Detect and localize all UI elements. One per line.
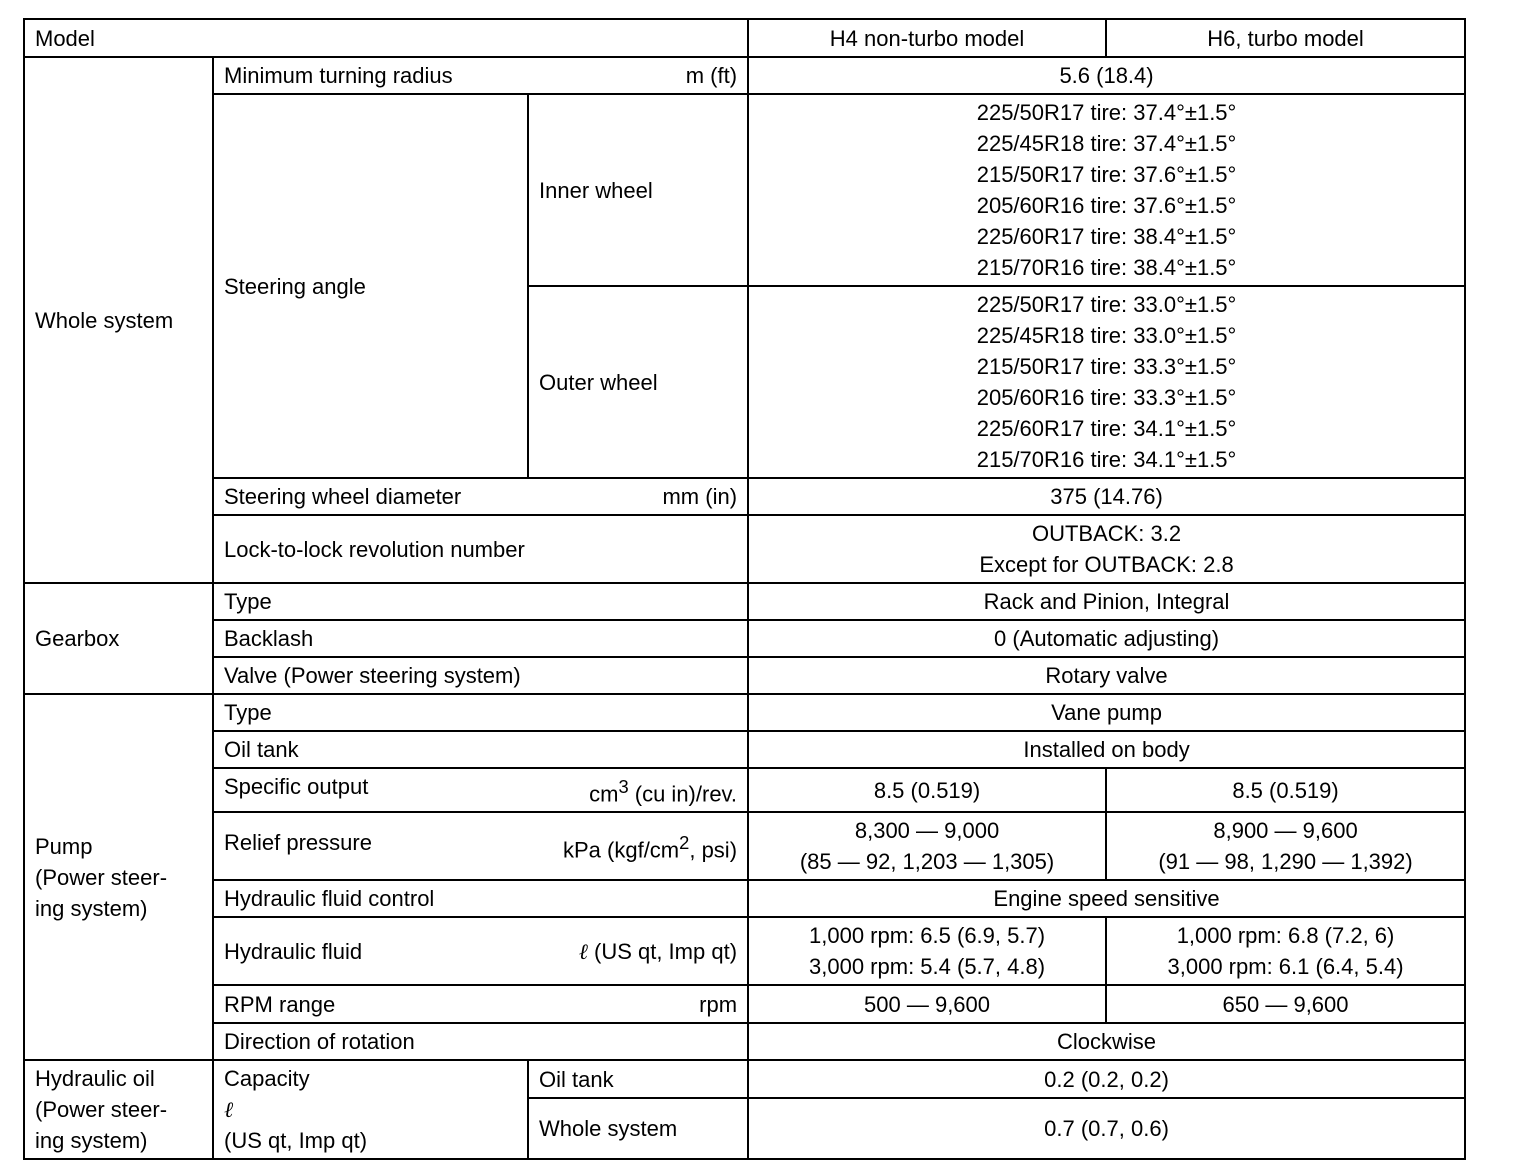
hydraulic-fluid-line: 3,000 rpm: 6.1 (6.4, 5.4): [1167, 954, 1404, 980]
turning-radius-name: Minimum turning radius: [224, 63, 453, 88]
fluid-control-label: Hydraulic fluid control: [213, 880, 748, 917]
inner-wheel-label: Inner wheel: [528, 94, 748, 286]
pump-label: [24, 694, 213, 1060]
rotation-row: [24, 1023, 1465, 1060]
pump-label-line: Pump: [35, 833, 93, 859]
relief-pressure-line: 8,900 — 9,600: [1213, 818, 1358, 844]
outer-wheel-label: Outer wheel: [528, 286, 748, 478]
inner-wheel-line: 225/45R18 tire: 37.4°±1.5°: [976, 131, 1237, 156]
specific-output-row: [24, 768, 1465, 812]
inner-wheel-line: 205/60R16 tire: 37.6°±1.5°: [976, 193, 1237, 218]
inner-wheel-line: 215/70R16 tire: 38.4°±1.5°: [976, 255, 1237, 280]
turning-radius-unit: m (ft): [685, 63, 738, 88]
turning-radius-row: [24, 57, 1465, 94]
outer-wheel-line: 205/60R16 tire: 33.3°±1.5°: [976, 385, 1237, 410]
pump-label-line: (Power steer-: [35, 864, 168, 890]
valve-row: [24, 657, 1465, 694]
hydraulic-oil-label-line: (Power steer-: [35, 1097, 168, 1123]
unit-text: (US qt, Imp qt): [224, 1128, 368, 1154]
specific-output-h6: 8.5 (0.519): [1106, 768, 1465, 812]
relief-pressure-name: Relief pressure: [224, 830, 372, 856]
rotation-label: Direction of rotation: [213, 1023, 748, 1060]
capacity-unit: [224, 1094, 517, 1156]
inner-wheel-row: [24, 94, 1465, 286]
oil-tank-capacity-row: [24, 1060, 1465, 1098]
liter-symbol: ℓ: [578, 938, 588, 964]
hydraulic-oil-label: [24, 1060, 213, 1159]
relief-pressure-row: [24, 812, 1465, 880]
h4-header: H4 non-turbo model: [748, 19, 1106, 57]
pump-oil-tank-label: Oil tank: [213, 731, 748, 768]
wheel-diameter-row: [24, 478, 1465, 515]
rpm-range-h6: 650 — 9,600: [1106, 985, 1465, 1023]
whole-system-capacity-value: 0.7 (0.7, 0.6): [748, 1098, 1465, 1159]
model-header: Model: [24, 19, 748, 57]
backlash-label: Backlash: [213, 620, 748, 657]
rpm-range-row: [24, 985, 1465, 1023]
outer-wheel-line: 225/45R18 tire: 33.0°±1.5°: [976, 323, 1237, 348]
wheel-diameter-unit: mm (in): [662, 484, 738, 509]
capacity-name: Capacity: [224, 1066, 310, 1092]
rpm-range-label: [213, 985, 748, 1023]
pump-type-value: Vane pump: [748, 694, 1465, 731]
header-row: [24, 19, 1465, 57]
liter-symbol: ℓ: [224, 1097, 234, 1123]
unit-text: (cu in)/rev.: [628, 781, 738, 807]
oil-tank-capacity-label: Oil tank: [528, 1060, 748, 1098]
relief-pressure-line: (85 — 92, 1,203 — 1,305): [799, 849, 1055, 875]
backlash-row: [24, 620, 1465, 657]
specific-output-h4: 8.5 (0.519): [748, 768, 1106, 812]
rpm-range-name: RPM range: [224, 991, 336, 1017]
outer-wheel-line: 215/70R16 tire: 34.1°±1.5°: [976, 447, 1237, 472]
unit-text: (US qt, Imp qt): [587, 938, 738, 964]
relief-pressure-label: [213, 812, 748, 880]
hydraulic-oil-label-line: ing system): [35, 1128, 148, 1154]
hydraulic-oil-label-line: Hydraulic oil: [35, 1066, 155, 1092]
fluid-control-row: [24, 880, 1465, 917]
relief-pressure-line: (91 — 98, 1,290 — 1,392): [1158, 849, 1413, 875]
specific-output-unit: [589, 771, 737, 809]
inner-wheel-line: 225/50R17 tire: 37.4°±1.5°: [976, 100, 1237, 125]
capacity-label: [213, 1060, 528, 1159]
hydraulic-fluid-unit: [579, 936, 737, 967]
whole-system-label: Whole system: [24, 57, 213, 583]
pump-oil-tank-row: [24, 731, 1465, 768]
relief-pressure-h4: [748, 812, 1106, 880]
inner-wheel-values: [748, 94, 1465, 286]
lock-to-lock-values: [748, 515, 1465, 583]
pump-type-row: [24, 694, 1465, 731]
whole-system-capacity-label: Whole system: [528, 1098, 748, 1159]
wheel-diameter-label: [213, 478, 748, 515]
pump-label-line: ing system): [35, 895, 148, 921]
hydraulic-fluid-name: Hydraulic fluid: [224, 938, 363, 964]
outer-wheel-line: 225/60R17 tire: 34.1°±1.5°: [976, 416, 1237, 441]
gearbox-type-label: Type: [213, 583, 748, 620]
backlash-value: 0 (Automatic adjusting): [748, 620, 1465, 657]
turning-radius-label: [213, 57, 748, 94]
unit-text: kPa (kgf/cm: [563, 837, 680, 863]
gearbox-type-value: Rack and Pinion, Integral: [748, 583, 1465, 620]
relief-pressure-h6: [1106, 812, 1465, 880]
steering-spec-table: [23, 18, 1466, 1160]
wheel-diameter-value: 375 (14.76): [748, 478, 1465, 515]
steering-angle-label: Steering angle: [213, 94, 528, 478]
unit-superscript: 3: [618, 776, 629, 797]
lock-to-lock-line: Except for OUTBACK: 2.8: [979, 552, 1234, 577]
inner-wheel-line: 215/50R17 tire: 37.6°±1.5°: [976, 162, 1237, 187]
pump-oil-tank-value: Installed on body: [748, 731, 1465, 768]
gearbox-type-row: [24, 583, 1465, 620]
unit-text: cm: [589, 781, 619, 807]
valve-label: Valve (Power steering system): [213, 657, 748, 694]
lock-to-lock-label: Lock-to-lock revolution number: [213, 515, 748, 583]
lock-to-lock-line: OUTBACK: 3.2: [1031, 521, 1182, 546]
unit-superscript: 2: [679, 832, 690, 854]
wheel-diameter-name: Steering wheel diameter: [224, 484, 462, 509]
lock-to-lock-row: [24, 515, 1465, 583]
oil-tank-capacity-value: 0.2 (0.2, 0.2): [748, 1060, 1465, 1098]
specific-output-label: [213, 768, 748, 812]
rotation-value: Clockwise: [748, 1023, 1465, 1060]
outer-wheel-line: 225/50R17 tire: 33.0°±1.5°: [976, 292, 1237, 317]
fluid-control-value: Engine speed sensitive: [748, 880, 1465, 917]
hydraulic-fluid-h6: [1106, 917, 1465, 985]
outer-wheel-values: [748, 286, 1465, 478]
relief-pressure-unit: [563, 827, 737, 865]
hydraulic-fluid-line: 1,000 rpm: 6.8 (7.2, 6): [1176, 923, 1395, 949]
rpm-range-h4: 500 — 9,600: [748, 985, 1106, 1023]
hydraulic-fluid-line: 1,000 rpm: 6.5 (6.9, 5.7): [809, 923, 1046, 949]
inner-wheel-line: 225/60R17 tire: 38.4°±1.5°: [976, 224, 1237, 249]
turning-radius-value: 5.6 (18.4): [748, 57, 1465, 94]
valve-value: Rotary valve: [748, 657, 1465, 694]
pump-type-label: Type: [213, 694, 748, 731]
hydraulic-fluid-h4: [748, 917, 1106, 985]
h6-header: H6, turbo model: [1106, 19, 1465, 57]
hydraulic-fluid-row: [24, 917, 1465, 985]
gearbox-label: Gearbox: [24, 583, 213, 694]
specific-output-name: Specific output: [224, 774, 369, 799]
outer-wheel-line: 215/50R17 tire: 33.3°±1.5°: [976, 354, 1237, 379]
hydraulic-fluid-line: 3,000 rpm: 5.4 (5.7, 4.8): [809, 954, 1046, 980]
relief-pressure-line: 8,300 — 9,000: [854, 818, 1000, 844]
rpm-range-unit: rpm: [699, 991, 738, 1017]
unit-text: , psi): [689, 837, 738, 863]
hydraulic-fluid-label: [213, 917, 748, 985]
